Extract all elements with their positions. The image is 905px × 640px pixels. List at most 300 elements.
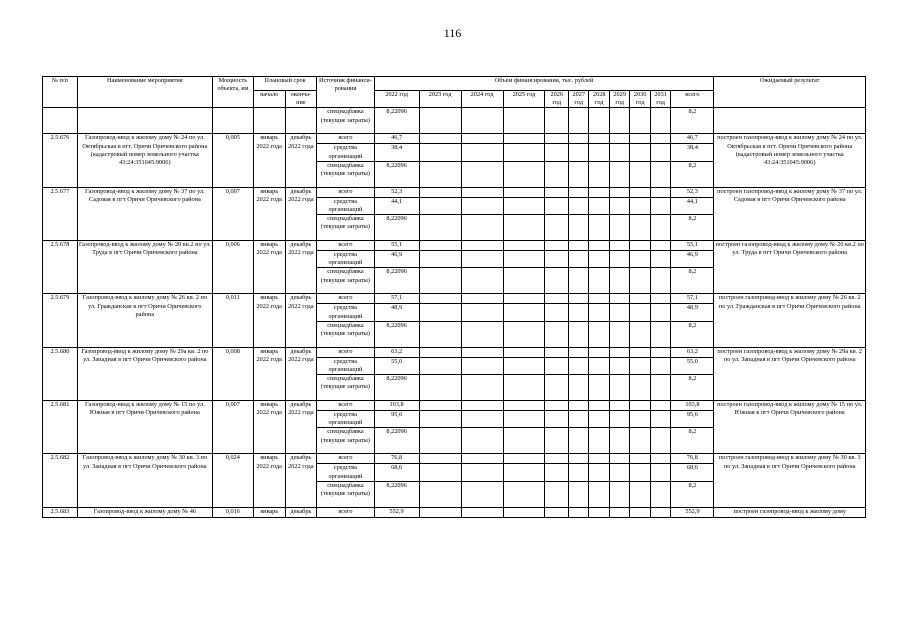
value-cell: 76,8 bbox=[374, 454, 419, 464]
value-cell: 103,8 bbox=[374, 401, 419, 411]
total-cell: 55,1 bbox=[671, 241, 714, 251]
empty-cell bbox=[609, 241, 629, 251]
table-row bbox=[43, 187, 866, 197]
expected-result: построен газопровод-ввод к жилому дому № 37 по ул. Садовая в пгт Оричи Оричевского района bbox=[714, 187, 866, 240]
source-cell: средства организаций bbox=[317, 197, 374, 214]
event-name: Газопровод-ввод к жилому дому № 20 кв.2 по ул. Труда в пгт Оричи Оричевского района bbox=[77, 241, 212, 294]
start-cell: январь bbox=[253, 507, 285, 517]
empty-cell bbox=[419, 187, 461, 197]
empty-cell bbox=[545, 464, 569, 481]
end-cell: декабрь 2022 года bbox=[285, 294, 317, 347]
empty-cell bbox=[630, 347, 650, 357]
empty-cell bbox=[569, 304, 589, 321]
empty-cell bbox=[630, 481, 650, 507]
empty-cell bbox=[419, 215, 461, 241]
empty-cell bbox=[569, 144, 589, 161]
event-name: Газопровод-ввод к жилому дому № 26 кв. 2 по ул. Гражданская в пгт Оричи Оричевского района bbox=[77, 294, 212, 347]
empty-cell bbox=[650, 321, 670, 347]
source-cell: спецнадбавка (текущие затраты) bbox=[317, 161, 374, 187]
empty-cell bbox=[609, 481, 629, 507]
source-cell: спецнадбавка (текущие затраты) bbox=[317, 481, 374, 507]
empty-cell bbox=[609, 321, 629, 347]
source-cell: средства организаций bbox=[317, 304, 374, 321]
total-cell: 8,2 bbox=[671, 268, 714, 294]
empty-cell bbox=[650, 304, 670, 321]
empty-cell bbox=[650, 454, 670, 464]
empty-cell bbox=[589, 134, 609, 144]
empty-cell bbox=[630, 197, 650, 214]
empty-cell bbox=[630, 294, 650, 304]
source-cell: средства организаций bbox=[317, 357, 374, 374]
empty-cell bbox=[461, 375, 503, 401]
source-cell: всего bbox=[317, 454, 374, 464]
empty-cell bbox=[419, 294, 461, 304]
total-cell: 52,3 bbox=[671, 187, 714, 197]
power-cell: 0,016 bbox=[212, 507, 253, 517]
empty-cell bbox=[503, 464, 545, 481]
header-total: всего bbox=[671, 91, 714, 108]
row-number: 2.5.677 bbox=[43, 187, 78, 240]
empty-cell bbox=[461, 161, 503, 187]
empty-cell bbox=[650, 401, 670, 411]
table-row bbox=[43, 294, 866, 304]
empty-cell bbox=[630, 161, 650, 187]
empty-cell bbox=[589, 294, 609, 304]
empty-cell bbox=[650, 357, 670, 374]
empty-cell bbox=[650, 411, 670, 428]
empty-cell bbox=[503, 268, 545, 294]
event-name: Газопровод-ввод к жилому дому № 29а кв. 2 по ул. Западная в пгт Оричи Оричевского района bbox=[77, 347, 212, 400]
power-cell: 0,024 bbox=[212, 454, 253, 507]
empty-cell bbox=[461, 428, 503, 454]
start-cell: январь 2022 года bbox=[253, 134, 285, 187]
empty-cell bbox=[419, 134, 461, 144]
empty-cell bbox=[630, 304, 650, 321]
source-cell: спецнадбавка (текущие затраты) bbox=[317, 321, 374, 347]
empty-cell bbox=[419, 347, 461, 357]
empty-cell bbox=[630, 144, 650, 161]
funding-table bbox=[42, 76, 866, 518]
empty-cell bbox=[569, 357, 589, 374]
value-cell: 95,6 bbox=[374, 411, 419, 428]
empty-cell bbox=[650, 251, 670, 268]
empty-cell bbox=[569, 507, 589, 517]
empty-cell bbox=[650, 268, 670, 294]
empty-cell bbox=[503, 401, 545, 411]
power-cell: 0,008 bbox=[212, 347, 253, 400]
empty-cell bbox=[630, 357, 650, 374]
power-cell: 0,006 bbox=[212, 241, 253, 294]
value-cell: 68,6 bbox=[374, 464, 419, 481]
empty-cell bbox=[569, 454, 589, 464]
header-year: 2026 год bbox=[545, 91, 569, 108]
empty-cell bbox=[609, 347, 629, 357]
empty-cell bbox=[630, 241, 650, 251]
empty-cell bbox=[545, 401, 569, 411]
value-cell: 552,9 bbox=[374, 507, 419, 517]
event-name: Газопровод-ввод к жилому дому № 37 по ул. Садовая в пгт Оричи Оричевского района bbox=[77, 187, 212, 240]
empty-cell bbox=[545, 197, 569, 214]
end-cell: декабрь 2022 года bbox=[285, 187, 317, 240]
table-row bbox=[43, 108, 866, 134]
empty-cell bbox=[419, 464, 461, 481]
empty-cell bbox=[545, 357, 569, 374]
expected-result: построен газопровод-ввод к жилому дому № 15 по ул. Южная в пгт Оричи Оричевского района bbox=[714, 401, 866, 454]
table-row bbox=[43, 241, 866, 251]
empty-cell bbox=[650, 428, 670, 454]
empty-cell bbox=[569, 268, 589, 294]
total-cell: 38,4 bbox=[671, 144, 714, 161]
source-cell: всего bbox=[317, 347, 374, 357]
empty-cell bbox=[630, 321, 650, 347]
total-cell: 46,9 bbox=[671, 251, 714, 268]
header-power: Мощность объекта, км bbox=[212, 77, 253, 108]
value-cell: 46,7 bbox=[374, 134, 419, 144]
empty-cell bbox=[503, 507, 545, 517]
total-cell: 103,8 bbox=[671, 401, 714, 411]
empty-cell bbox=[545, 321, 569, 347]
empty-cell bbox=[589, 144, 609, 161]
header-year: 2029 год bbox=[609, 91, 629, 108]
empty-cell bbox=[569, 375, 589, 401]
source-cell: всего bbox=[317, 241, 374, 251]
empty-cell bbox=[650, 294, 670, 304]
empty-cell bbox=[461, 134, 503, 144]
empty-cell bbox=[419, 428, 461, 454]
total-cell: 46,7 bbox=[671, 134, 714, 144]
source-cell: спецнадбавка (текущие затраты) bbox=[317, 108, 374, 134]
table-row bbox=[43, 454, 866, 464]
empty-cell bbox=[545, 304, 569, 321]
empty-cell bbox=[503, 161, 545, 187]
empty-cell bbox=[419, 321, 461, 347]
empty-cell bbox=[609, 215, 629, 241]
empty-cell bbox=[630, 411, 650, 428]
value-cell: 8,22096 bbox=[374, 268, 419, 294]
table-row bbox=[43, 347, 866, 357]
empty-cell bbox=[419, 241, 461, 251]
empty-cell bbox=[461, 241, 503, 251]
empty-cell bbox=[461, 304, 503, 321]
total-cell: 8,2 bbox=[671, 375, 714, 401]
source-cell: средства организаций bbox=[317, 144, 374, 161]
empty-cell bbox=[630, 268, 650, 294]
empty-cell bbox=[503, 144, 545, 161]
empty-cell bbox=[503, 134, 545, 144]
header-name: Наименование мероприятия bbox=[77, 77, 212, 108]
empty-cell bbox=[545, 241, 569, 251]
empty-cell bbox=[461, 454, 503, 464]
empty-cell bbox=[545, 161, 569, 187]
empty-cell bbox=[419, 401, 461, 411]
empty-cell bbox=[503, 304, 545, 321]
empty-cell bbox=[545, 294, 569, 304]
event-name: Газопровод-ввод к жилому дому № 15 по ул. Южная в пгт Оричи Оричевского района bbox=[77, 401, 212, 454]
empty-cell bbox=[630, 375, 650, 401]
empty-cell bbox=[461, 507, 503, 517]
expected-result: построен газопровод-ввод к жилому дому № 29а кв. 2 по ул. Западная в пгт Оричи Оричевского района bbox=[714, 347, 866, 400]
expected-result: построен газопровод-ввод к жилому дому bbox=[714, 507, 866, 517]
empty-cell bbox=[461, 268, 503, 294]
expected-result: построен газопровод-ввод к жилому дому № 26 кв. 2 по ул. Гражданская в пгт Оричи Оричевского района bbox=[714, 294, 866, 347]
table-row bbox=[43, 134, 866, 144]
start-cell: январь 2022 года bbox=[253, 294, 285, 347]
empty-cell bbox=[609, 375, 629, 401]
empty-cell bbox=[419, 481, 461, 507]
empty-cell bbox=[503, 321, 545, 347]
table-header bbox=[43, 77, 866, 108]
header-year: 2031 год bbox=[650, 91, 670, 108]
empty-cell bbox=[589, 411, 609, 428]
empty-cell bbox=[609, 464, 629, 481]
empty-cell bbox=[589, 161, 609, 187]
value-cell: 57,1 bbox=[374, 294, 419, 304]
start-cell: январь 2022 года bbox=[253, 401, 285, 454]
value-cell: 38,4 bbox=[374, 144, 419, 161]
empty-cell bbox=[461, 357, 503, 374]
row-number: 2.5.683 bbox=[43, 507, 78, 517]
empty-cell bbox=[545, 454, 569, 464]
source-cell: спецнадбавка (текущие затраты) bbox=[317, 268, 374, 294]
empty-cell bbox=[609, 401, 629, 411]
empty-cell bbox=[503, 428, 545, 454]
header-period: Плановый срок bbox=[253, 77, 316, 91]
empty-cell bbox=[589, 215, 609, 241]
empty-cell bbox=[545, 134, 569, 144]
empty-cell bbox=[630, 428, 650, 454]
total-cell: 8,2 bbox=[671, 481, 714, 507]
empty-cell bbox=[650, 197, 670, 214]
value-cell: 46,9 bbox=[374, 251, 419, 268]
empty-cell bbox=[650, 241, 670, 251]
empty-cell bbox=[589, 241, 609, 251]
empty-cell bbox=[545, 507, 569, 517]
source-cell: всего bbox=[317, 401, 374, 411]
end-cell: декабрь 2022 года bbox=[285, 241, 317, 294]
empty-cell bbox=[650, 144, 670, 161]
empty-cell bbox=[609, 294, 629, 304]
total-cell: 55,0 bbox=[671, 357, 714, 374]
total-cell: 57,1 bbox=[671, 294, 714, 304]
total-cell: 76,8 bbox=[671, 454, 714, 464]
start-cell: январь 2022 года bbox=[253, 347, 285, 400]
source-cell: спецнадбавка (текущие затраты) bbox=[317, 375, 374, 401]
total-cell: 48,9 bbox=[671, 304, 714, 321]
end-cell: декабрь 2022 года bbox=[285, 134, 317, 187]
empty-cell bbox=[650, 375, 670, 401]
start-cell: январь 2022 года bbox=[253, 454, 285, 507]
empty-cell bbox=[589, 187, 609, 197]
value-cell: 63,2 bbox=[374, 347, 419, 357]
empty-cell bbox=[461, 187, 503, 197]
value-cell: 8,22096 bbox=[374, 321, 419, 347]
empty-cell bbox=[461, 215, 503, 241]
empty-cell bbox=[419, 144, 461, 161]
empty-cell bbox=[503, 251, 545, 268]
empty-cell bbox=[609, 428, 629, 454]
empty-cell bbox=[569, 215, 589, 241]
source-cell: всего bbox=[317, 294, 374, 304]
empty-cell bbox=[461, 347, 503, 357]
empty-cell bbox=[609, 268, 629, 294]
empty-cell bbox=[589, 375, 609, 401]
empty-cell bbox=[650, 187, 670, 197]
start-cell: январь 2022 года bbox=[253, 187, 285, 240]
empty-cell bbox=[650, 507, 670, 517]
expected-result: построен газопровод-ввод к жилому дому № 20 кв.2 по ул. Труда в пгт Оричи Оричевского района bbox=[714, 241, 866, 294]
empty-cell bbox=[569, 411, 589, 428]
empty-cell bbox=[569, 464, 589, 481]
empty-cell bbox=[609, 507, 629, 517]
header-year: 2030 год bbox=[630, 91, 650, 108]
empty-cell bbox=[503, 411, 545, 428]
empty-cell bbox=[569, 428, 589, 454]
header-end: оконча-ние bbox=[285, 91, 317, 108]
empty-cell bbox=[569, 321, 589, 347]
empty-cell bbox=[569, 251, 589, 268]
empty-cell bbox=[419, 454, 461, 464]
empty-cell bbox=[545, 411, 569, 428]
empty-cell bbox=[650, 134, 670, 144]
header-year: 2027 год bbox=[569, 91, 589, 108]
empty-cell bbox=[419, 197, 461, 214]
empty-cell bbox=[545, 375, 569, 401]
header-funding: Объем финансирования, тыс. рублей bbox=[374, 77, 714, 91]
empty-cell bbox=[589, 357, 609, 374]
empty-cell bbox=[569, 294, 589, 304]
total-cell: 8,2 bbox=[671, 161, 714, 187]
source-cell: всего bbox=[317, 134, 374, 144]
total-cell: 8,2 bbox=[671, 321, 714, 347]
empty-cell bbox=[503, 347, 545, 357]
end-cell: декабрь bbox=[285, 507, 317, 517]
empty-cell bbox=[461, 401, 503, 411]
empty-cell bbox=[630, 507, 650, 517]
power-cell: 0,007 bbox=[212, 187, 253, 240]
empty-cell bbox=[650, 481, 670, 507]
empty-cell bbox=[419, 251, 461, 268]
empty-cell bbox=[545, 251, 569, 268]
table-row bbox=[43, 507, 866, 517]
empty-cell bbox=[650, 161, 670, 187]
header-source: Источник финанси-рования bbox=[317, 77, 374, 108]
empty-cell bbox=[503, 197, 545, 214]
value-cell: 8,22096 bbox=[374, 108, 419, 134]
empty-cell bbox=[609, 454, 629, 464]
empty-cell bbox=[589, 304, 609, 321]
empty-cell bbox=[630, 454, 650, 464]
empty-cell bbox=[545, 144, 569, 161]
row-number: 2.5.681 bbox=[43, 401, 78, 454]
empty-cell bbox=[461, 411, 503, 428]
empty-cell bbox=[650, 347, 670, 357]
empty-cell bbox=[461, 481, 503, 507]
row-number: 2.5.678 bbox=[43, 241, 78, 294]
power-cell: 0,011 bbox=[212, 294, 253, 347]
empty-cell bbox=[461, 144, 503, 161]
empty-cell bbox=[609, 144, 629, 161]
end-cell: декабрь 2022 года bbox=[285, 454, 317, 507]
empty-cell bbox=[419, 161, 461, 187]
header-result: Ожидаемый результат bbox=[714, 77, 866, 108]
source-cell: всего bbox=[317, 507, 374, 517]
total-cell: 8,2 bbox=[671, 215, 714, 241]
empty-cell bbox=[503, 241, 545, 251]
row-number: 2.5.682 bbox=[43, 454, 78, 507]
empty-cell bbox=[650, 215, 670, 241]
empty-cell bbox=[630, 187, 650, 197]
value-cell: 52,3 bbox=[374, 187, 419, 197]
value-cell: 55,0 bbox=[374, 357, 419, 374]
row-number: 2.5.679 bbox=[43, 294, 78, 347]
empty-cell bbox=[503, 375, 545, 401]
empty-cell bbox=[589, 454, 609, 464]
empty-cell bbox=[609, 304, 629, 321]
value-cell: 55,1 bbox=[374, 241, 419, 251]
header-year: 2022 год bbox=[374, 91, 419, 108]
empty-cell bbox=[461, 464, 503, 481]
event-name: Газопровод-ввод к жилому дому № 46 bbox=[77, 507, 212, 517]
empty-cell bbox=[569, 161, 589, 187]
end-cell: декабрь 2022 года bbox=[285, 347, 317, 400]
value-cell: 8,22096 bbox=[374, 375, 419, 401]
end-cell: декабрь 2022 года bbox=[285, 401, 317, 454]
empty-cell bbox=[419, 268, 461, 294]
total-cell: 95,6 bbox=[671, 411, 714, 428]
header-year: 2024 год bbox=[461, 91, 503, 108]
empty-cell bbox=[609, 197, 629, 214]
empty-cell bbox=[503, 215, 545, 241]
empty-cell bbox=[545, 187, 569, 197]
empty-cell bbox=[419, 507, 461, 517]
empty-cell bbox=[419, 357, 461, 374]
table-body bbox=[43, 108, 866, 517]
empty-cell bbox=[589, 268, 609, 294]
value-cell: 8,22096 bbox=[374, 161, 419, 187]
empty-cell bbox=[630, 464, 650, 481]
empty-cell bbox=[589, 464, 609, 481]
empty-cell bbox=[503, 294, 545, 304]
total-cell: 8,2 bbox=[671, 108, 714, 134]
source-cell: средства организаций bbox=[317, 411, 374, 428]
empty-cell bbox=[630, 401, 650, 411]
empty-cell bbox=[589, 428, 609, 454]
source-cell: средства организаций bbox=[317, 464, 374, 481]
empty-cell bbox=[419, 411, 461, 428]
empty-cell bbox=[609, 161, 629, 187]
source-cell: спецнадбавка (текущие затраты) bbox=[317, 215, 374, 241]
page-number: 116 bbox=[443, 26, 462, 40]
empty-cell bbox=[545, 268, 569, 294]
empty-cell bbox=[569, 134, 589, 144]
empty-cell bbox=[630, 215, 650, 241]
row-number: 2.5.676 bbox=[43, 134, 78, 187]
power-cell: 0,007 bbox=[212, 401, 253, 454]
empty-cell bbox=[461, 197, 503, 214]
source-cell: спецнадбавка (текущие затраты) bbox=[317, 428, 374, 454]
empty-cell bbox=[589, 507, 609, 517]
empty-cell bbox=[419, 304, 461, 321]
header-year: 2023 год bbox=[419, 91, 461, 108]
empty-cell bbox=[609, 251, 629, 268]
value-cell: 8,22096 bbox=[374, 215, 419, 241]
value-cell: 48,9 bbox=[374, 304, 419, 321]
empty-cell bbox=[545, 481, 569, 507]
empty-cell bbox=[589, 251, 609, 268]
header-year: 2025 год bbox=[503, 91, 545, 108]
empty-cell bbox=[589, 481, 609, 507]
empty-cell bbox=[503, 357, 545, 374]
